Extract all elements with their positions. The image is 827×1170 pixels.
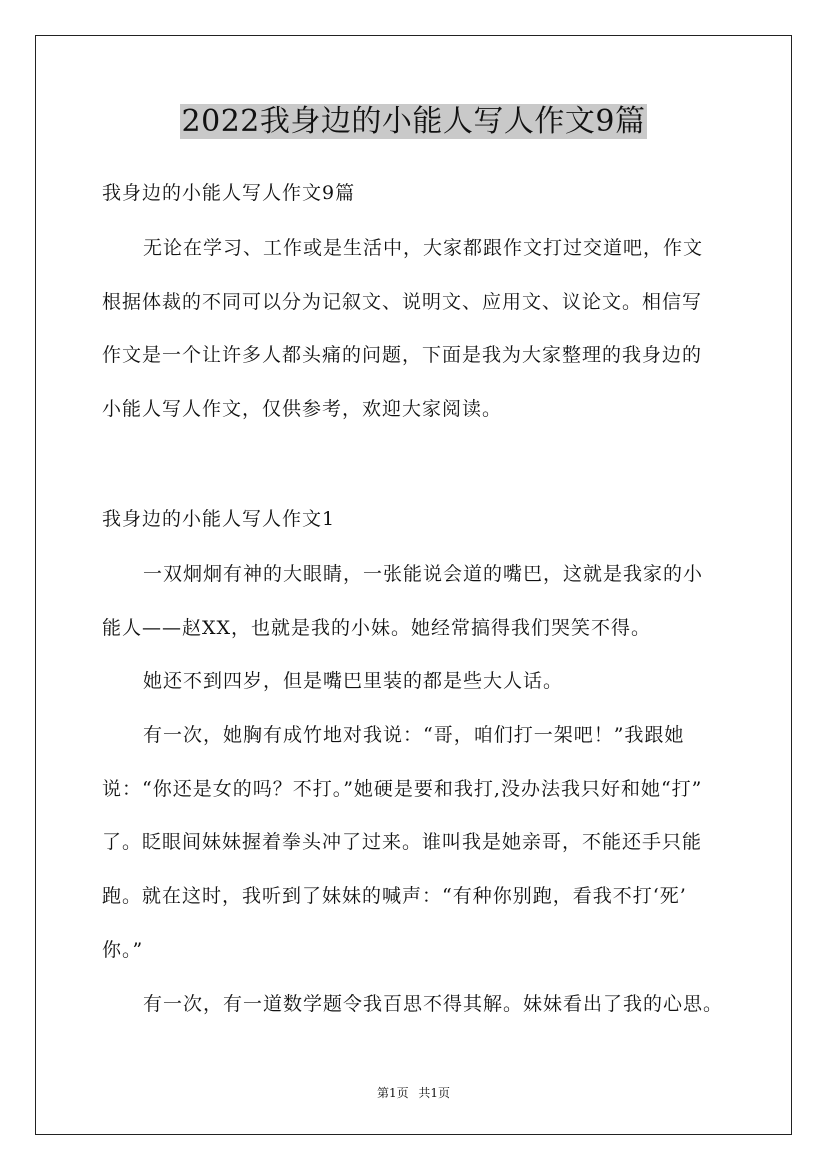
document-title-container: [0, 102, 827, 142]
intro-line-3: 作文是一个让许多人都头痛的问题，下面是我为大家整理的我身边的: [102, 344, 703, 366]
body-line-3: 她还不到四岁，但是嘴巴里装的都是些大人话。: [143, 670, 564, 692]
intro-line-4: 小能人写人作文，仅供参考，欢迎大家阅读。: [102, 398, 503, 420]
document-title: 2022我身边的小能人写人作文9篇: [181, 104, 646, 139]
body-line-1: 一双炯炯有神的大眼睛，一张能说会道的嘴巴，这就是我家的小: [143, 563, 704, 585]
document-subtitle: 我身边的小能人写人作文9篇: [102, 182, 356, 204]
page-total: 共1页: [418, 1086, 451, 1100]
body-line-7: 跑。就在这时，我听到了妹妹的喊声：“有种你别跑，看我不打‘死’: [102, 885, 687, 907]
body-line-5: 说：“你还是女的吗？不打。”她硬是要和我打,没办法我只好和她“打”: [102, 778, 703, 800]
body-line-9: 有一次，有一道数学题令我百思不得其解。妹妹看出了我的心思。: [143, 993, 724, 1015]
section-heading: 我身边的小能人写人作文1: [102, 508, 336, 530]
body-line-2: 能人——赵XX，也就是我的小妹。她经常搞得我们哭笑不得。: [102, 617, 652, 639]
intro-line-2: 根据体裁的不同可以分为记叙文、说明文、应用文、议论文。相信写: [102, 291, 703, 313]
body-line-8: 你。”: [102, 939, 144, 961]
body-line-6: 了。眨眼间妹妹握着拳头冲了过来。谁叫我是她亲哥，不能还手只能: [102, 831, 703, 853]
body-line-4: 有一次，她胸有成竹地对我说：“哥，咱们打一架吧！”我跟她: [143, 724, 685, 746]
intro-line-1: 无论在学习、工作或是生活中，大家都跟作文打过交道吧，作文: [143, 237, 704, 259]
page-number: 第1页: [376, 1086, 409, 1100]
page-footer: [0, 1085, 827, 1101]
